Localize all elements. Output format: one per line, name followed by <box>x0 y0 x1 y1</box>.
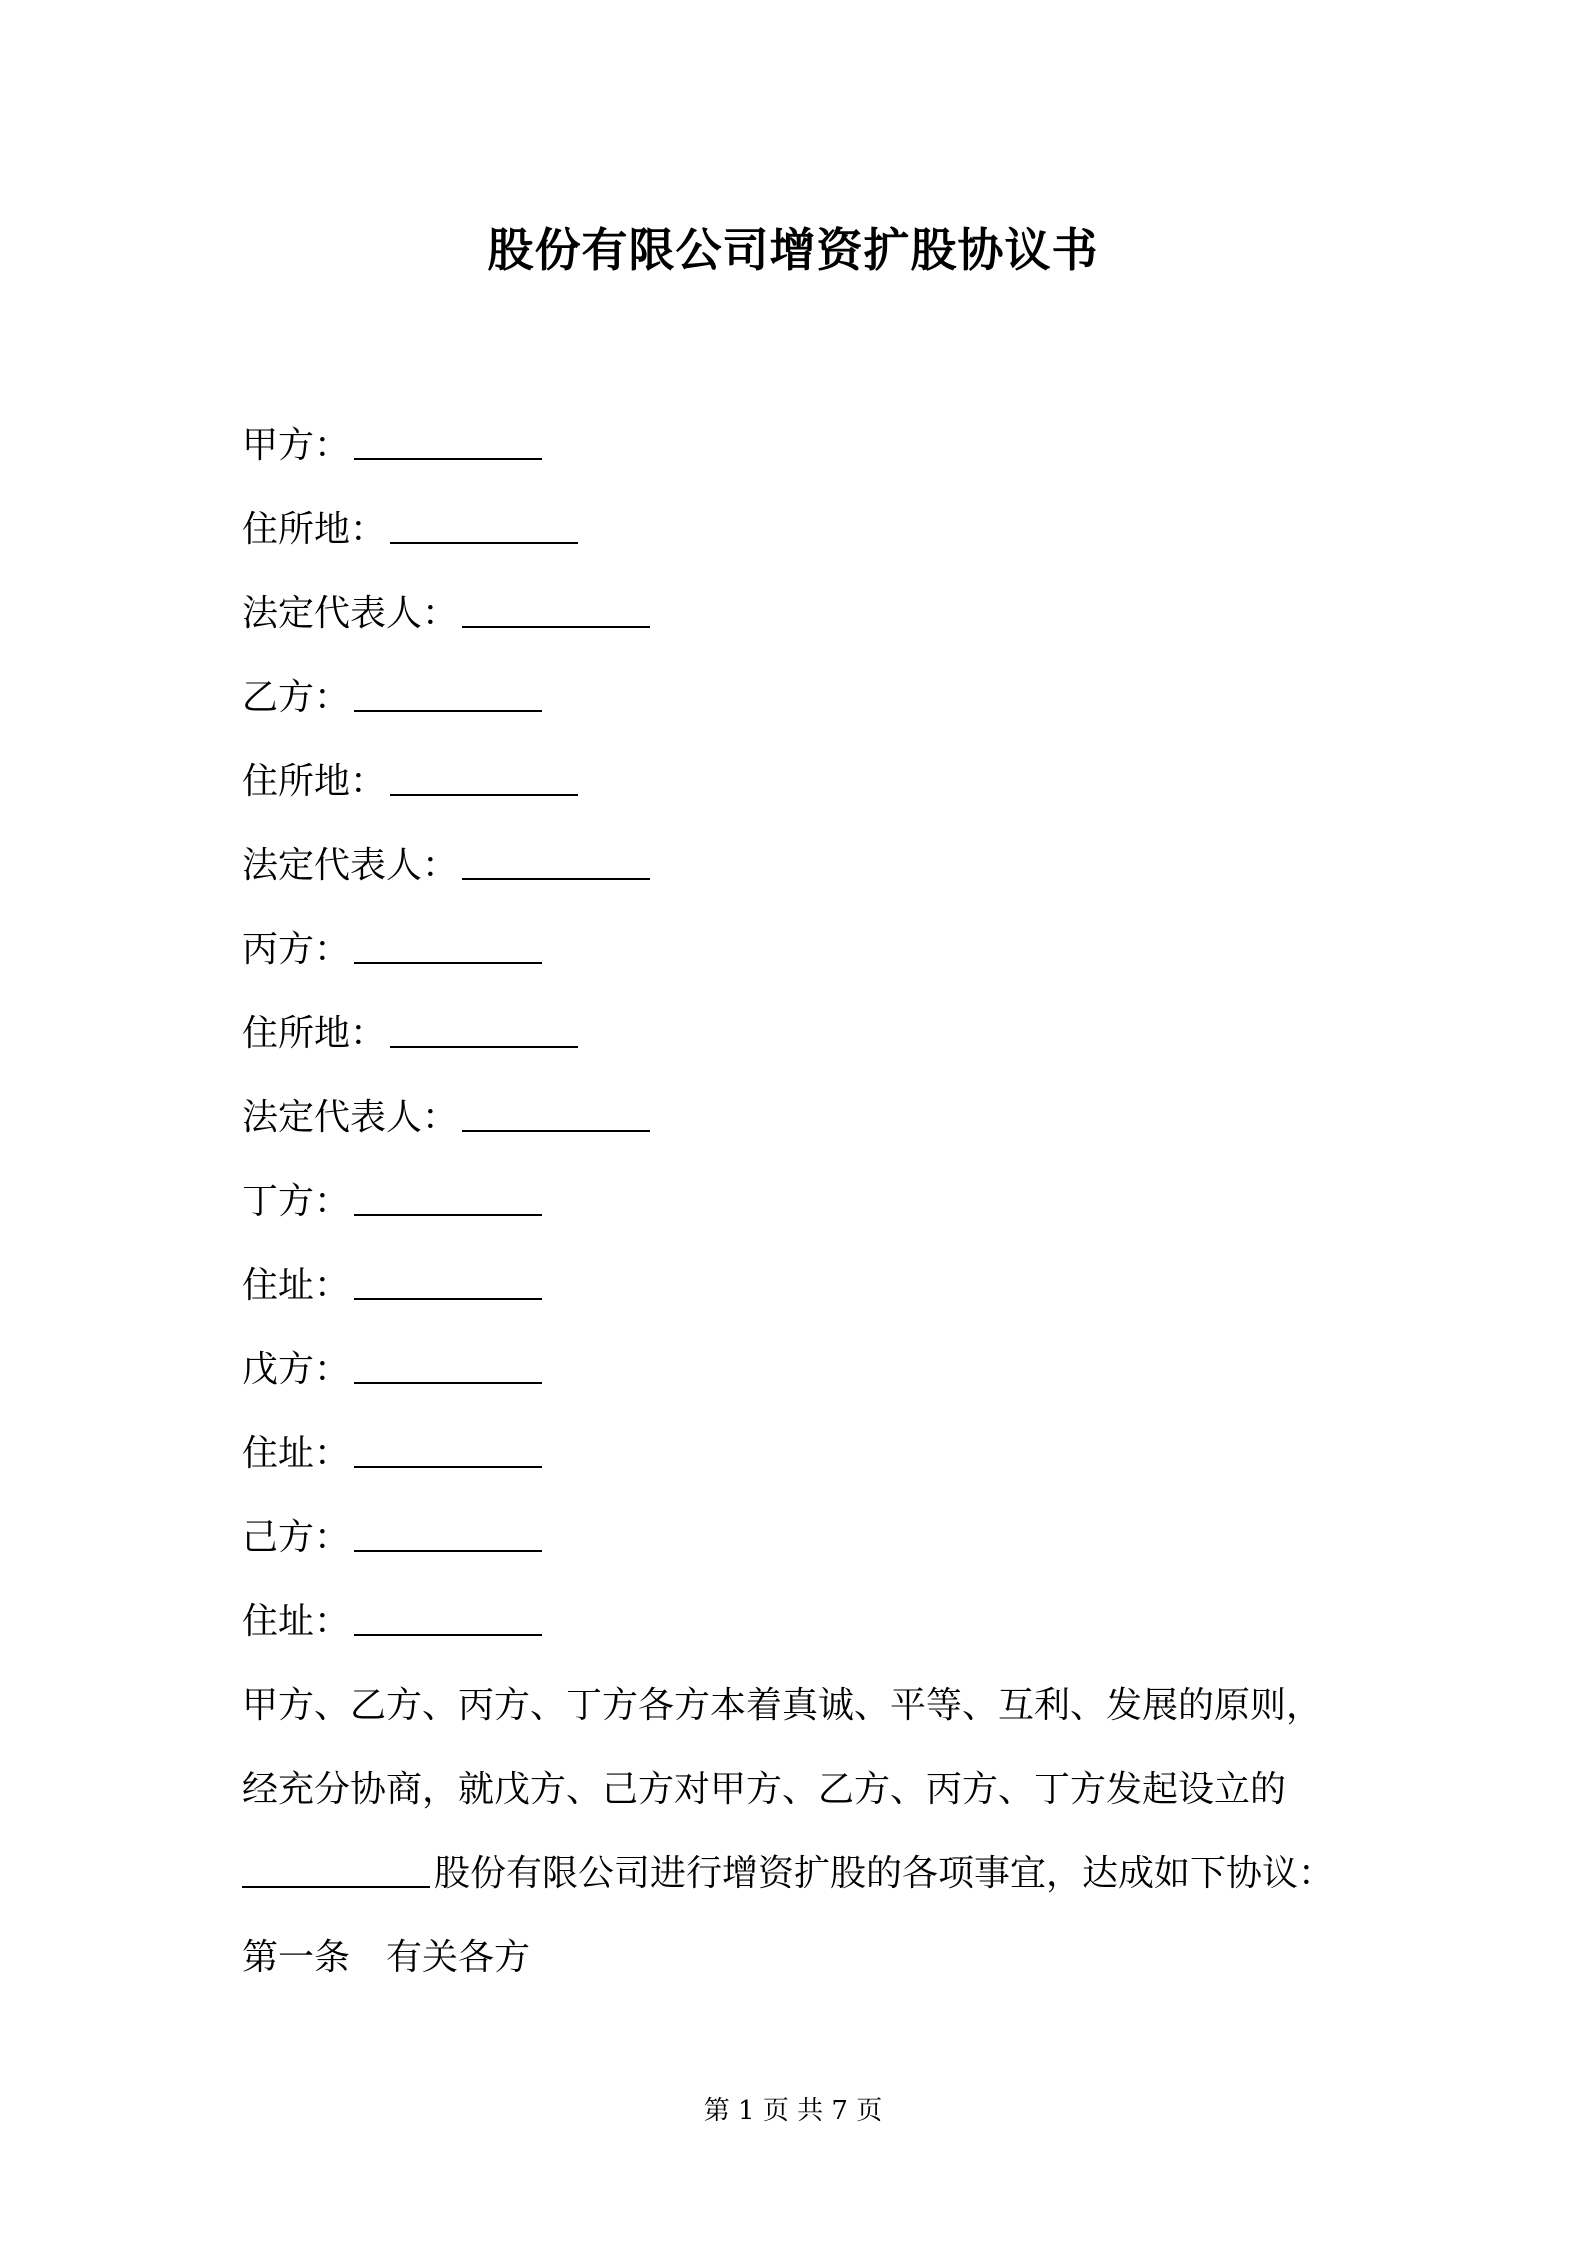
party-label: 住所地： <box>242 761 387 802</box>
fill-blank <box>354 666 542 712</box>
fill-blank <box>390 750 578 796</box>
party-label: 住址： <box>242 1265 351 1306</box>
party-line <box>242 992 1352 1076</box>
party-label: 法定代表人： <box>242 593 459 634</box>
party-line <box>242 656 1352 740</box>
preamble-line-1: 甲方、乙方、丙方、丁方各方本着真诚、平等、互利、发展的原则， <box>242 1685 1323 1726</box>
fill-blank <box>390 498 578 544</box>
party-line <box>242 572 1352 656</box>
fill-blank <box>354 1506 542 1552</box>
fill-blank <box>390 1002 578 1048</box>
preamble-line-2: 经充分协商，就戊方、己方对甲方、乙方、丙方、丁方发起设立的 <box>242 1769 1287 1810</box>
fill-blank <box>242 1842 430 1888</box>
fill-blank <box>462 582 650 628</box>
fill-blank <box>354 1170 542 1216</box>
page-number: 第 1 页 共 7 页 <box>703 2096 883 2126</box>
party-line <box>242 1328 1352 1412</box>
party-line <box>242 908 1352 992</box>
party-label: 法定代表人： <box>242 845 459 886</box>
party-line <box>242 1580 1352 1664</box>
preamble-line-3 <box>242 1832 1352 1916</box>
party-line <box>242 404 1352 488</box>
party-line <box>242 1496 1352 1580</box>
preamble-line-3-text: 股份有限公司进行增资扩股的各项事宜，达成如下协议： <box>434 1853 1335 1894</box>
article-heading: 第一条 有关各方 <box>242 1937 531 1978</box>
party-label: 甲方： <box>242 425 351 466</box>
party-label: 己方： <box>242 1517 351 1558</box>
document-body <box>242 404 1352 2000</box>
party-line <box>242 740 1352 824</box>
fill-blank <box>354 1338 542 1384</box>
party-label: 法定代表人： <box>242 1097 459 1138</box>
fill-blank <box>462 1086 650 1132</box>
party-line <box>242 1244 1352 1328</box>
party-line <box>242 1412 1352 1496</box>
document-title: 股份有限公司增资扩股协议书 <box>487 223 1099 277</box>
fill-blank <box>354 414 542 460</box>
fill-blank <box>354 1422 542 1468</box>
party-line <box>242 488 1352 572</box>
party-label: 乙方： <box>242 677 351 718</box>
fill-blank <box>354 918 542 964</box>
party-label: 丁方： <box>242 1181 351 1222</box>
fill-blank <box>354 1590 542 1636</box>
fill-blank <box>462 834 650 880</box>
party-line <box>242 1160 1352 1244</box>
party-label: 住址： <box>242 1601 351 1642</box>
party-label: 住所地： <box>242 1013 387 1054</box>
party-label: 住址： <box>242 1433 351 1474</box>
party-label: 丙方： <box>242 929 351 970</box>
fill-blank <box>354 1254 542 1300</box>
party-line <box>242 824 1352 908</box>
party-line <box>242 1076 1352 1160</box>
party-label: 住所地： <box>242 509 387 550</box>
party-label: 戊方： <box>242 1349 351 1390</box>
